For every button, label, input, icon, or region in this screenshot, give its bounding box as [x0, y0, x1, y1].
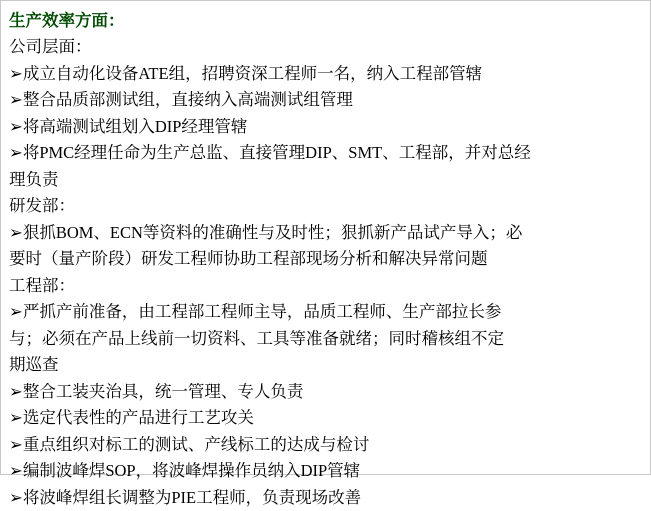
paragraph-line: ➢编制波峰焊SOP，将波峰焊操作员纳入DIP管辖 — [9, 458, 642, 485]
paragraph-line: 与；必须在产品上线前一切资料、工具等准备就绪；同时稽核组不定 — [9, 326, 642, 353]
paragraph-line: ➢狠抓BOM、ECN等资料的准确性与及时性；狠抓新产品试产导入；必 — [9, 220, 642, 247]
paragraph-line: ➢重点组织对标工的测试、产线标工的达成与检讨 — [9, 432, 642, 459]
paragraph-line: 公司层面： — [9, 34, 642, 61]
paragraph-line: ➢整合品质部测试组，直接纳入高端测试组管理 — [9, 87, 642, 114]
paragraph-line: 工程部： — [9, 273, 642, 300]
paragraph-line: ➢成立自动化设备ATE组，招聘资深工程师一名，纳入工程部管辖 — [9, 61, 642, 88]
paragraph-line: ➢将波峰焊组长调整为PIE工程师，负责现场改善 — [9, 485, 642, 511]
document-body — [9, 7, 642, 511]
paragraph-line: 要时（量产阶段）研发工程师协助工程部现场分析和解决异常问题 — [9, 246, 642, 273]
paragraph-line: 期巡查 — [9, 352, 642, 379]
document-heading: 生产效率方面： — [9, 7, 642, 34]
paragraph-line: ➢将PMC经理任命为生产总监、直接管理DIP、SMT、工程部，并对总经 — [9, 140, 642, 167]
paragraph-line: ➢选定代表性的产品进行工艺攻关 — [9, 405, 642, 432]
paragraph-line: ➢严抓产前准备，由工程部工程师主导，品质工程师、生产部拉长参 — [9, 299, 642, 326]
paragraph-line: ➢将高端测试组划入DIP经理管辖 — [9, 114, 642, 141]
paragraph-line: ➢整合工装夹治具，统一管理、专人负责 — [9, 379, 642, 406]
paragraph-line: 理负责 — [9, 167, 642, 194]
paragraph-line: 研发部： — [9, 193, 642, 220]
